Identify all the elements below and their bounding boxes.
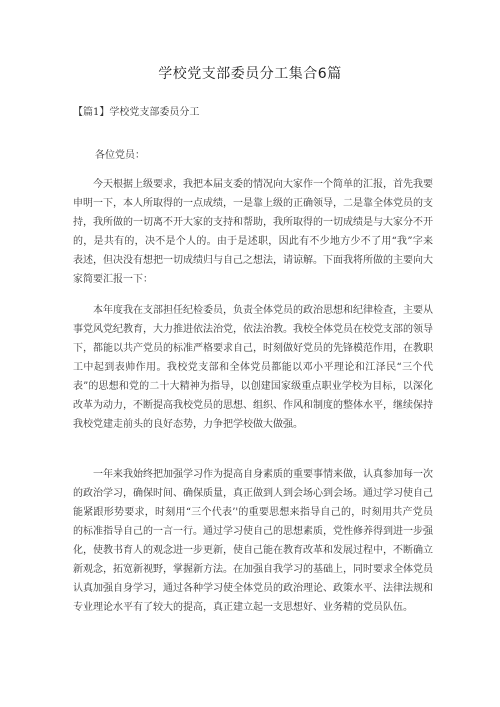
paragraph-study: 一年来我始终把加强学习作为提高自身素质的重要事情来做，认真参加每一次的政治学习，确保时间、确保质量，真正做到人到会场心到会场。通过学习使自己能紧跟形势要求，时刻用“三个代表’'的重要思想来指导自己的，时刻用共产党员的标准指导自己的一言一行。通过学习使自己的思想素质，党性修养得到进一步强化，使教书育人的观念进一步更新，使自己能在教育改革和发展过程中，不断确立新观念，拓宽新视野，掌握新方法。在加强自我学习的基础上，同时要求全体党员认真加强自身学习，通过各种学习使全体党员的政治理论、政策水平、法律法规和专业理论水平有了较大的提高，真正建立起一支思想好、业务精的党员队伍。 xyxy=(73,469,433,613)
salutation: 各位党员： xyxy=(95,150,145,161)
section-heading: 【篇1】学校党支部委员分工 xyxy=(73,107,200,118)
document-title: 学校党支部委员分工集合6篇 xyxy=(158,66,342,82)
paragraph-intro: 今天根据上级要求，我把本届支委的情况向大家作一个简单的汇报，首先我要申明一下，本人所取得的一点成绩，一是靠上级的正确领导，二是靠全体党员的支持，我所做的一切离不开大家的支持和帮助，我所取得的一切成绩是与大家分不开的，是共有的，决不是个人的。由于是述职，因此有不少地方少不了用“我”字来表述，但决没有想把一切成绩归与自己之想法，请谅解。下面我将所做的主要向大家简要汇报一下： xyxy=(73,179,433,285)
paragraph-duties: 本年度我在支部担任纪检委员，负责全体党员的政治思想和纪律检查，主要从事党风党纪教育，大力推进依法治党，依法治教。我校全体党员在校党支部的领导下，都能以共产党员的标准严格要求自己，时刻做好党员的先锋模范作用，在教职工中起到表帅作用。我校党支部和全体党员都能以邓小平理论和江泽民“三个代表”的思想和党的二十大精神为指导，以创建国家级重点职业学校为目标，以深化改革为动力，不断提高我校党员的思想、组织、作风和制度的整体水平，继续保持我校党建走前头的良好态势，力争把学校做大做强。 xyxy=(73,305,433,430)
